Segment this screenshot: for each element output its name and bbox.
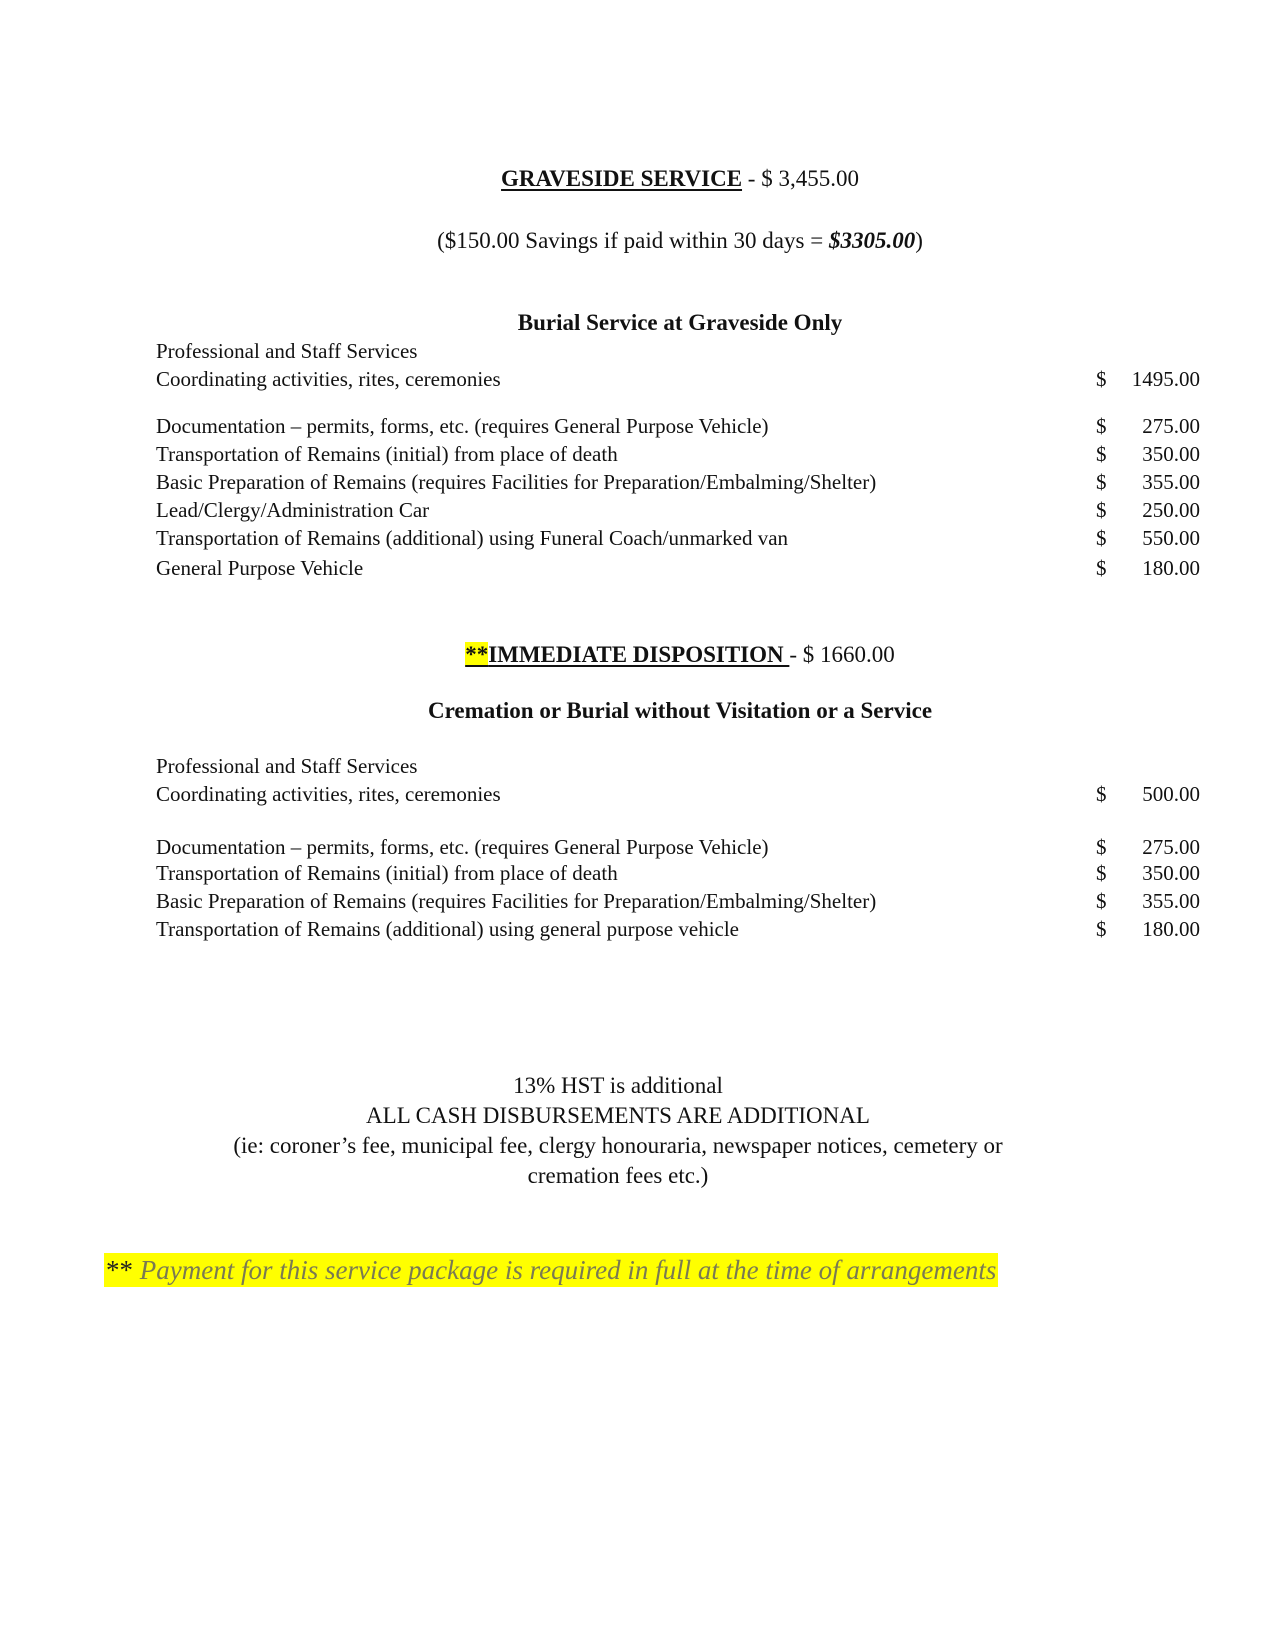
graveside-subtitle: Burial Service at Graveside Only xyxy=(517,310,843,335)
item-currency: $ xyxy=(1096,526,1107,550)
item-description: Coordinating activities, rites, ceremonies xyxy=(156,782,501,806)
item-currency: $ xyxy=(1096,889,1107,913)
immediate-subtitle: Cremation or Burial without Visitation or a Service xyxy=(427,698,933,723)
table-row xyxy=(156,860,1200,886)
examples-note-line-1: (ie: coroner’s fee, municipal fee, clergy honouraria, newspaper notices, cemetery or xyxy=(233,1133,1003,1158)
item-currency: $ xyxy=(1096,470,1107,494)
immediate-title-line xyxy=(0,642,1275,668)
item-amount: 275.00 xyxy=(1142,414,1200,438)
table-row xyxy=(156,366,1200,392)
cash-disbursements-note: ALL CASH DISBURSEMENTS ARE ADDITIONAL xyxy=(366,1103,870,1128)
footer-notes xyxy=(180,1071,1056,1191)
item-currency: $ xyxy=(1096,782,1107,806)
item-description: Basic Preparation of Remains (requires Facilities for Preparation/Embalming/Shelter) xyxy=(156,889,877,913)
immediate-title-wrap xyxy=(465,642,789,667)
item-amount: 500.00 xyxy=(1142,782,1200,806)
item-description: General Purpose Vehicle xyxy=(156,556,364,580)
item-amount: 355.00 xyxy=(1142,889,1200,913)
table-row xyxy=(156,497,1200,523)
immediate-price: - $ 1660.00 xyxy=(789,642,895,667)
payment-stars: ** xyxy=(106,1255,133,1285)
table-row xyxy=(156,469,1200,495)
immediate-section-label xyxy=(156,753,1200,779)
table-row xyxy=(156,525,1200,551)
table-row xyxy=(156,916,1200,942)
graveside-title-line xyxy=(0,166,1275,192)
item-amount: 275.00 xyxy=(1142,835,1200,859)
item-amount: 355.00 xyxy=(1142,470,1200,494)
item-amount: 350.00 xyxy=(1142,861,1200,885)
table-row xyxy=(156,834,1200,860)
item-amount: 1495.00 xyxy=(1131,367,1200,391)
item-currency: $ xyxy=(1096,556,1107,580)
item-description: Documentation – permits, forms, etc. (requires General Purpose Vehicle) xyxy=(156,835,769,859)
graveside-price: - $ 3,455.00 xyxy=(742,166,859,191)
table-row xyxy=(156,555,1200,581)
item-description: Transportation of Remains (initial) from place of death xyxy=(156,861,618,885)
table-row xyxy=(156,413,1200,439)
item-currency: $ xyxy=(1096,367,1107,391)
item-currency: $ xyxy=(1096,917,1107,941)
item-amount: 550.00 xyxy=(1142,526,1200,550)
savings-prefix: ($150.00 Savings if paid within 30 days = xyxy=(437,228,829,253)
immediate-title: IMMEDIATE DISPOSITION xyxy=(488,642,790,667)
item-currency: $ xyxy=(1096,498,1107,522)
highlight-stars: ** xyxy=(465,642,489,667)
item-description: Transportation of Remains (initial) from place of death xyxy=(156,442,618,466)
section-label: Professional and Staff Services xyxy=(156,339,418,363)
graveside-title: GRAVESIDE SERVICE xyxy=(501,166,743,191)
item-description: Transportation of Remains (additional) using Funeral Coach/unmarked van xyxy=(156,526,789,550)
item-description: Documentation – permits, forms, etc. (requires General Purpose Vehicle) xyxy=(156,414,769,438)
table-row xyxy=(156,888,1200,914)
item-amount: 250.00 xyxy=(1142,498,1200,522)
item-amount: 350.00 xyxy=(1142,442,1200,466)
item-currency: $ xyxy=(1096,835,1107,859)
examples-note-line-2: cremation fees etc.) xyxy=(527,1163,709,1188)
payment-note xyxy=(104,1253,998,1287)
item-description: Lead/Clergy/Administration Car xyxy=(156,498,430,522)
item-description: Coordinating activities, rites, ceremonies xyxy=(156,367,501,391)
graveside-section-label xyxy=(156,338,1200,364)
graveside-savings xyxy=(0,228,1275,254)
section-label: Professional and Staff Services xyxy=(156,754,418,778)
savings-amount: $3305.00 xyxy=(828,228,916,253)
item-currency: $ xyxy=(1096,414,1107,438)
item-amount: 180.00 xyxy=(1142,556,1200,580)
item-description: Basic Preparation of Remains (requires Facilities for Preparation/Embalming/Shelter) xyxy=(156,470,877,494)
table-row xyxy=(156,781,1200,807)
item-amount: 180.00 xyxy=(1142,917,1200,941)
item-description: Transportation of Remains (additional) using general purpose vehicle xyxy=(156,917,740,941)
payment-text: Payment for this service package is required in full at the time of arrangements xyxy=(133,1255,997,1285)
table-row xyxy=(156,441,1200,467)
item-currency: $ xyxy=(1096,442,1107,466)
item-currency: $ xyxy=(1096,861,1107,885)
hst-note: 13% HST is additional xyxy=(513,1073,723,1098)
savings-suffix: ) xyxy=(915,228,923,253)
